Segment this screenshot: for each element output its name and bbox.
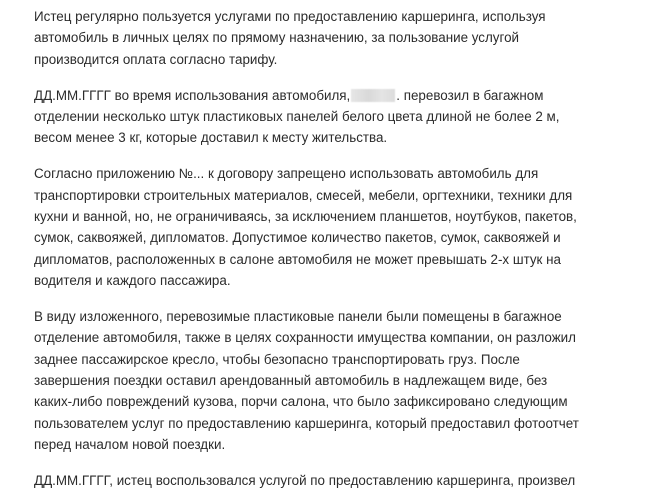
text-fragment: ДД.ММ.ГГГГ во время использования автомобиля,	[34, 87, 351, 103]
text-line: отделении несколько штук пластиковых панелей белого цвета длиной не более 2 м,	[34, 108, 560, 124]
text-line: В виду изложенного, перевозимые пластиковые панели были помещены в багажное	[34, 308, 562, 324]
redacted-text	[351, 89, 395, 102]
text-line: дипломатов, расположенных в салоне автомобиля не может превышать 2-х штук на	[34, 251, 561, 267]
text-line: производится оплата согласно тарифу.	[34, 51, 278, 67]
text-line: Истец регулярно пользуется услугами по предоставлению каршеринга, используя	[34, 9, 546, 24]
text-fragment: . перевозил в багажном	[396, 87, 544, 103]
paragraph-3	[34, 163, 646, 291]
text-line: перед началом новой поездки.	[34, 437, 226, 453]
text-line: завершения поездки оставил арендованный автомобиль в надлежащем виде, без	[34, 373, 548, 389]
paragraph-2	[34, 85, 646, 149]
document-body	[34, 6, 646, 491]
text-line	[34, 85, 646, 106]
text-line: заднее пассажирское кресло, чтобы безопасно транспортировать груз. После	[34, 351, 520, 367]
text-line: отделение автомобиля, также в целях сохранности имущества компании, он разложил	[34, 330, 576, 346]
text-line: автомобиль в личных целях по прямому назначению, за пользование услугой	[34, 30, 520, 46]
paragraph-4	[34, 306, 646, 456]
paragraph-5	[34, 470, 646, 491]
paragraph-1	[34, 6, 646, 70]
text-line: водителя и каждого пассажира.	[34, 273, 231, 289]
text-line: кухни и ванной, но, не ограничиваясь, за исключением планшетов, ноутбуков, пакетов,	[34, 208, 577, 224]
text-line: весом менее 3 кг, которые доставил к месту жительства.	[34, 130, 388, 146]
text-line: каких-либо повреждений кузова, порчи салона, что было зафиксировано следующим	[34, 394, 568, 410]
text-line: сумок, саквояжей, дипломатов. Допустимое количество пакетов, сумок, саквояжей и	[34, 230, 561, 246]
text-line: пользователем услуг по предоставлению каршеринга, который предоставил фотоотчет	[34, 415, 579, 431]
text-line: Согласно приложению №... к договору запрещено использовать автомобиль для	[34, 166, 539, 182]
text-line: транспортировки строительных материалов, смесей, мебели, оргтехники, техники для	[34, 187, 573, 203]
text-line: ДД.ММ.ГГГГ, истец воспользовался услугой по предоставлению каршеринга, произвел	[34, 472, 576, 488]
